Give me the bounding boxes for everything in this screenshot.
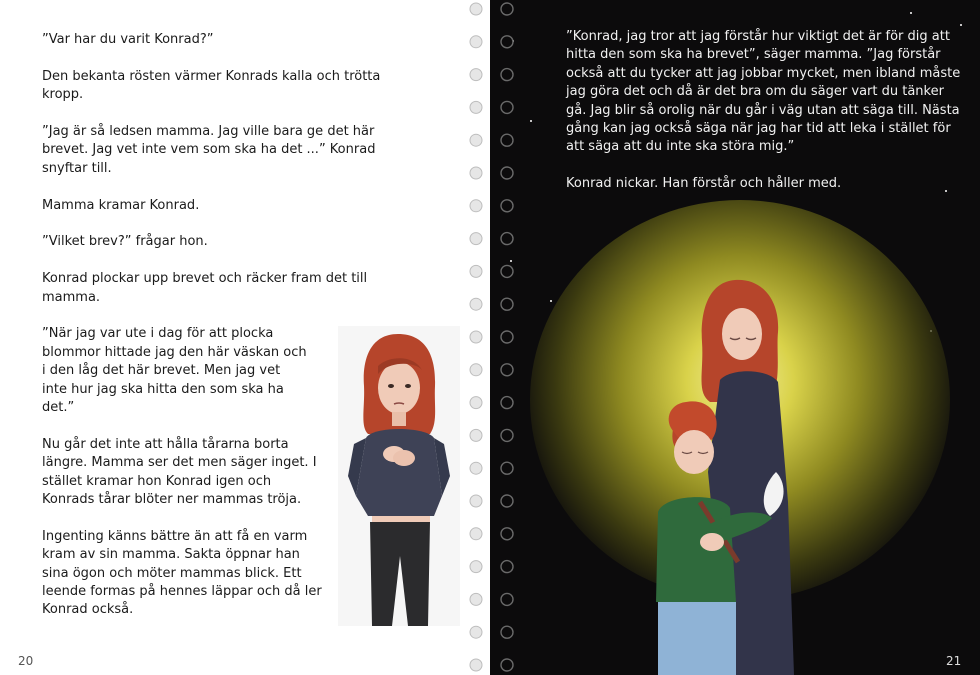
binding-hole-right [501, 626, 513, 638]
binding-hole-right [501, 331, 513, 343]
binding-hole-left [470, 134, 482, 146]
binding-hole-right [501, 298, 513, 310]
binding-hole-right [501, 200, 513, 212]
boy-jeans [658, 602, 736, 675]
binding-hole-left [470, 200, 482, 212]
binding-hole-right [501, 134, 513, 146]
paragraph: Nu går det inte att hålla tårarna borta längre. Mamma ser det men säger inget. I stället kramar hon Konrad igen och Konrads tårar blöter ner mammas tröja. [42, 436, 317, 508]
binding-hole-left [470, 397, 482, 409]
paragraph: ”När jag var ute i dag för att plocka blommor hittade jag den här väskan och i den låg det här brevet. Men jag vet inte hur jag ska hitta den som ska ha det.” [42, 326, 307, 416]
paragraph: Den bekanta rösten värmer Konrads kalla och trötta kropp. [42, 68, 381, 103]
binding-hole-left [470, 101, 482, 113]
binding-hole-left [470, 167, 482, 179]
binding-hole-left [470, 659, 482, 671]
binding-hole-right [501, 364, 513, 376]
binding-hole-right [501, 69, 513, 81]
left-page-text [42, 31, 387, 638]
paragraph: Konrad plockar upp brevet och räcker fram det till mamma. [42, 271, 368, 305]
paragraph: Konrad nickar. Han förstår och håller med. [566, 176, 842, 192]
paragraph: Ingenting känns bättre än att få en varm kram av sin mamma. Sakta öppnar han sina ögon och möter mammas blick. Ett leende formas på hennes läppar och då ler Konrad också. [42, 528, 322, 618]
paragraph: ”Konrad, jag tror att jag förstår hur viktigt det är för dig att hitta den som ska ha brevet”, säger mamma. ”Jag förstår också att du tycker att jag jobbar mycket, men ibland måste jag göra det och då är det bra om du säger vart du tänker gå. Jag blir så orolig när du går i väg utan att säga till. Nästa gång kan jag också säga när jag har tid att leka i stället för att säga att du inte ska störa mig.” [566, 29, 961, 155]
mother-face [378, 362, 420, 414]
paragraph: ”Vilket brev?” frågar hon. [42, 234, 208, 250]
paragraph: ”Var har du varit Konrad?” [42, 32, 214, 47]
binding-hole-left [470, 528, 482, 540]
mother-illustration [338, 326, 460, 626]
binding-hole-right [501, 561, 513, 573]
binding-hole-left [470, 69, 482, 81]
paragraph: Mamma kramar Konrad. [42, 197, 200, 213]
boy-hand [700, 533, 724, 551]
binding-hole-left [470, 364, 482, 376]
binding-hole-right [501, 265, 513, 277]
paragraph: ”Jag är så ledsen mamma. Jag ville bara ge det här brevet. Jag vet inte vem som ska ha det ...” Konrad snyftar till. [42, 124, 376, 176]
mother-sweater [356, 429, 442, 516]
binding-hole-left [470, 495, 482, 507]
binding-hole-left [470, 233, 482, 245]
binding-hole-right [501, 495, 513, 507]
binding-hole-right [501, 528, 513, 540]
page-number-left: 20 [18, 654, 34, 668]
binding-hole-left [470, 561, 482, 573]
binding-hole-left [470, 298, 482, 310]
binding-hole-right [501, 3, 513, 15]
binding-hole-right [501, 101, 513, 113]
boy-sweater [656, 497, 736, 602]
binding-hole-right [501, 659, 513, 671]
right-page [490, 0, 980, 675]
binding-hole-right [501, 593, 513, 605]
mother-face [722, 308, 762, 360]
binding-hole-right [501, 36, 513, 48]
binding-hole-right [501, 429, 513, 441]
binding-hole-right [501, 233, 513, 245]
right-page-text [566, 28, 961, 212]
binding-hole-left [470, 331, 482, 343]
binding-hole-left [470, 429, 482, 441]
binding-hole-right [501, 397, 513, 409]
binding-hole-left [470, 3, 482, 15]
page-number-right: 21 [946, 654, 962, 668]
binding-hole-left [470, 626, 482, 638]
binding-hole-right [501, 167, 513, 179]
binding-hole-left [470, 265, 482, 277]
binding-hole-left [470, 36, 482, 48]
binding-hole-left [470, 593, 482, 605]
binding-hole-left [470, 462, 482, 474]
binding-hole-right [501, 462, 513, 474]
spiral-binding [468, 0, 518, 675]
hug-illustration [650, 272, 830, 675]
